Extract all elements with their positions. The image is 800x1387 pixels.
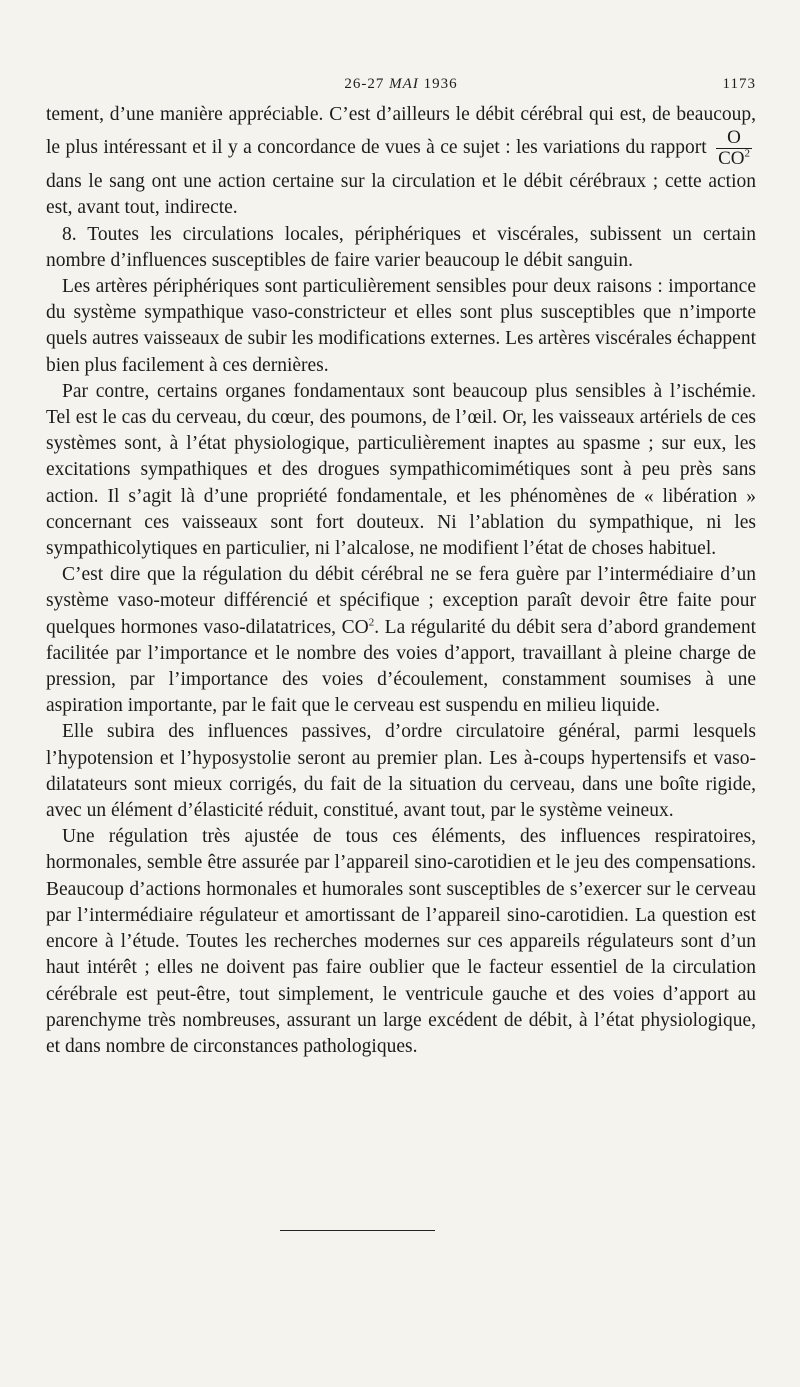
page bbox=[46, 70, 756, 1060]
header-date: 26-27 MAI 1936 bbox=[344, 76, 458, 92]
fraction-o-co2: $\frac{O}{CO^2}$ bbox=[718, 127, 750, 170]
paragraph-4: Par contre, certains organes fondamentaux sont beaucoup plus sensibles à l’ischémie. Tel est le cas du cerveau, du cœur, des poumons, de l’œil. Or, les vaisseaux artériels de ces systèmes sont, à l’état physiologique, particulièrement inaptes au spasme ; sur eux, les excitations sympathiques et des drogues sympathicomimétiques sont à peu près sans action. Il s’agit là d’une propriété fondamentale, et les phénomènes de « libération » concernant ces vaisseaux sont fort douteux. Ni l’ablation du sympathique, ni les sympathicolytiques en particulier, ni l’alcalose, ne modifient l’état de choses habituel. bbox=[46, 380, 756, 560]
paragraph-7: Une régulation très ajustée de tous ces éléments, des influences respiratoires, hormonales, semble être assurée par l’appareil sino-carotidien et le jeu des compensations. Beaucoup d’actions hormonales et humorales sont susceptibles de s’exercer sur le cerveau par l’intermédiaire régulateur et amortissant de l’appareil sino-carotidien. La question est encore à l’étude. Toutes les recherches modernes sur ces appareils régulateurs sont d’un haut intérêt ; elles ne doivent pas faire oublier que le facteur essentiel de la circulation cérébrale est peut-être, tout simplement, le ventricule gauche et des voies d’apport au parenchyme très nombreuses, assurant un large excédent de débit, à l’état physiologique, et dans nombre de circonstances pathologiques. bbox=[46, 826, 756, 1057]
closing-rule bbox=[280, 1230, 435, 1231]
paragraph-5: C’est dire que la régulation du débit cérébral ne se fera guère par l’intermédiaire d’un système vaso-moteur différencié et spécifique ; exception paraît devoir être faite pour quelques hormones vaso-dilatatrices, $CO^2$. La régularité du débit sera d’abord grandement facilitée par l’importance et le nombre des voies d’apport, travaillant à pleine charge de pression, par l’importance des voies d’écoulement, constamment soumises à une aspiration importante, par le fait que le cerveau est suspendu en milieu liquide. bbox=[46, 564, 757, 717]
paragraph-3: Les artères périphériques sont particulièrement sensibles pour deux raisons : importance du système sympathique vaso-constricteur et elles sont plus susceptibles que n’importe quels autres vaisseaux de subir les modifications externes. Les artères viscérales échappent bien plus facilement à ces dernières. bbox=[46, 276, 756, 376]
running-header bbox=[46, 70, 756, 102]
page-number: 1173 bbox=[722, 76, 756, 92]
paragraph-6: Elle subira des influences passives, d’ordre circulatoire général, parmi lesquels l’hypotension et l’hyposystolie seront au premier plan. Les à-coups hypertensifs et vaso-dilatateurs sont mieux corrigés, du fait de la situation du cerveau, dans une boîte rigide, avec un élément d’élasticité réduit, constitué, avant tout, par le système veineux. bbox=[46, 721, 756, 822]
paragraph-1: tement, d’une manière appréciable. C’est d’ailleurs le débit cérébral qui est, de beaucoup, le plus intéressant et il y a concordance de vues à ce sujet : les variations du rapport $\frac{O}{CO^2}$ dans le sang ont une action certaine sur la circulation et le débit cérébraux ; cette action est, avant tout, indirecte. bbox=[46, 104, 756, 219]
paragraph-2: 8. Toutes les circulations locales, périphériques et viscérales, subissent un certain nombre d’influences susceptibles de faire varier beaucoup le débit sanguin. bbox=[46, 223, 756, 271]
